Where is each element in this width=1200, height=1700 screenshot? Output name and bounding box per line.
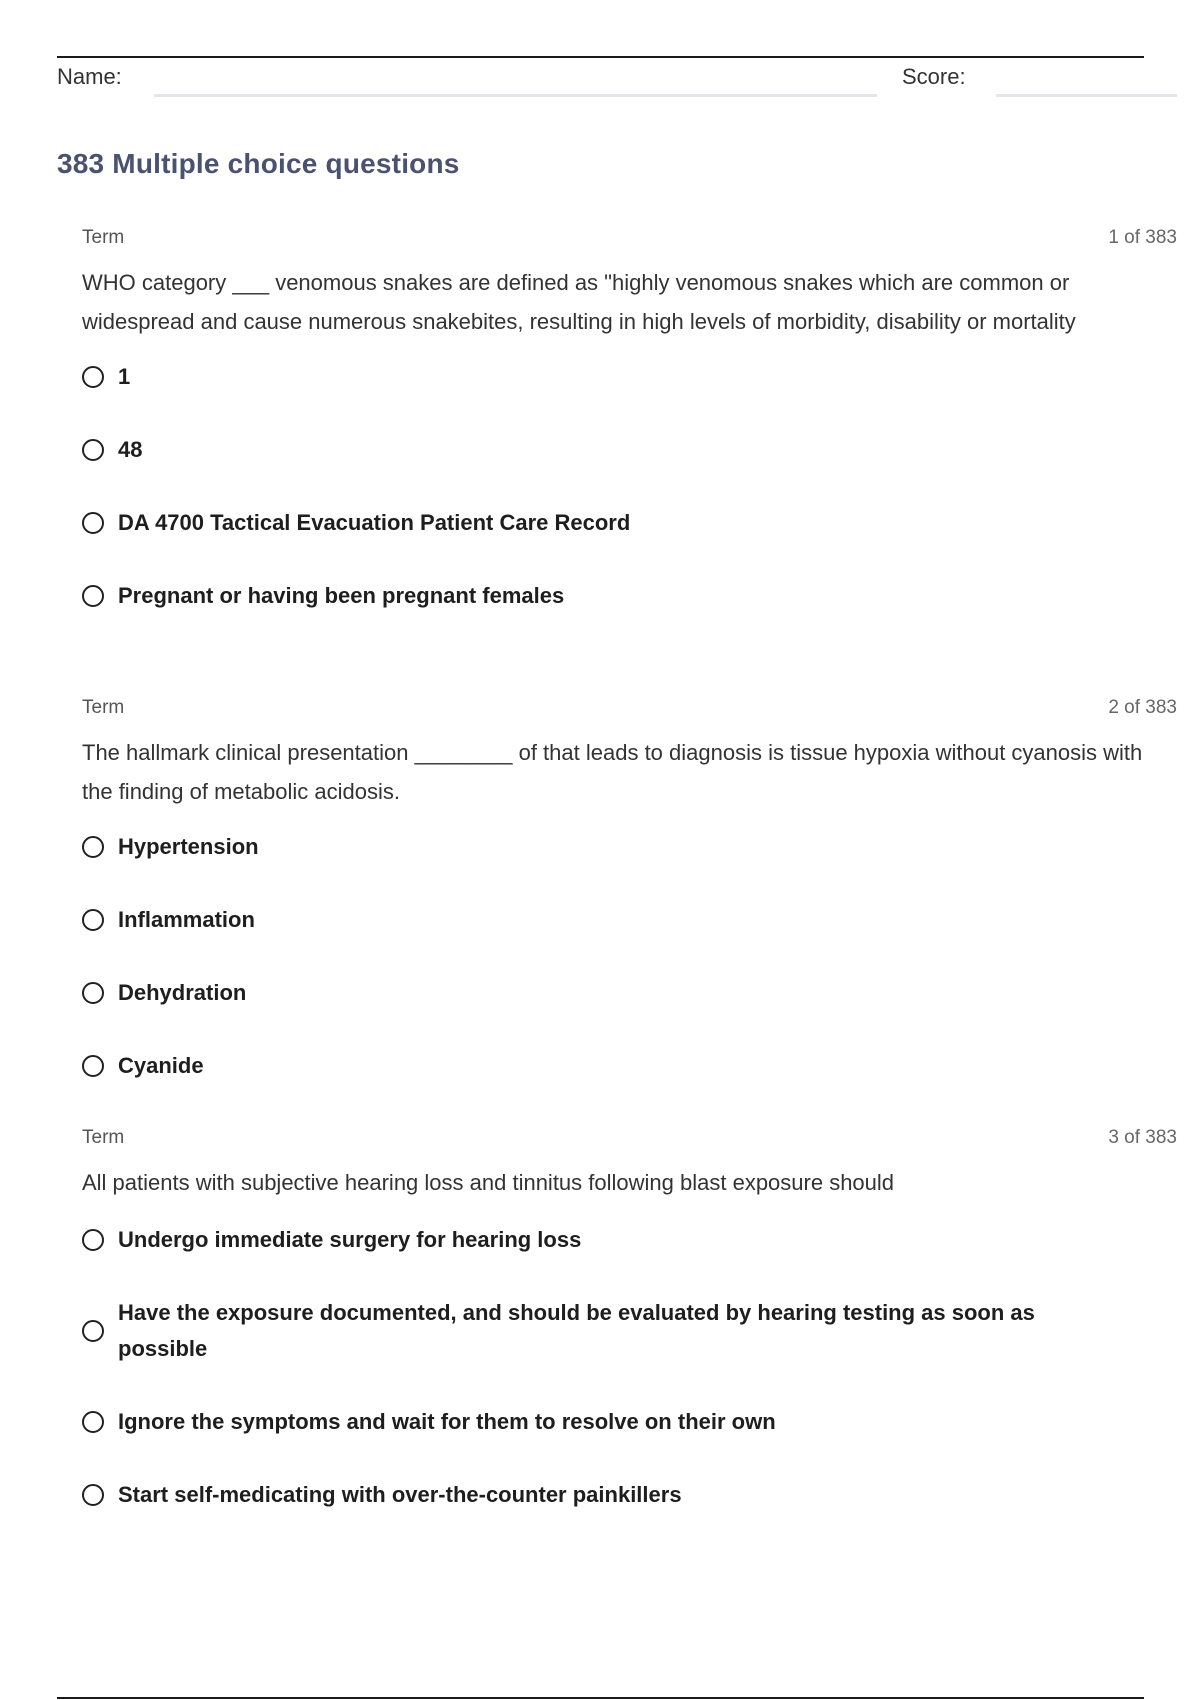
option-label: DA 4700 Tactical Evacuation Patient Care Record [118,510,631,535]
question-1 [82,227,1177,651]
question-2 [82,697,1177,1121]
radio-button[interactable] [82,1484,104,1506]
radio-button[interactable] [82,439,104,461]
question-text: The hallmark clinical presentation ________ of that leads to diagnosis is tissue hypoxia without cyanosis with the finding of metabolic acidosis. [82,740,1143,804]
option-label: Cyanide [118,1053,204,1078]
option-label: Start self-medicating with over-the-counter painkillers [118,1482,682,1507]
question-counter: 1 of 383 [1108,227,1177,248]
radio-button[interactable] [82,512,104,534]
question-meta [82,1127,1177,1153]
radio-button[interactable] [82,1229,104,1251]
question-meta [82,227,1177,253]
question-counter: 2 of 383 [1108,697,1177,718]
radio-button[interactable] [82,585,104,607]
options-list [82,829,1177,1084]
option-3-3[interactable] [82,1404,1177,1440]
option-label: Hypertension [118,834,259,859]
radio-button[interactable] [82,909,104,931]
question-text: All patients with subjective hearing loss and tinnitus following blast exposure should [82,1170,895,1195]
option-1-4[interactable] [82,578,1177,614]
options-list [82,1222,1177,1513]
option-2-2[interactable] [82,902,1177,938]
term-label: Term [82,1127,125,1148]
option-1-2[interactable] [82,432,1177,468]
top-divider [57,56,1144,58]
option-3-4[interactable] [82,1477,1177,1513]
question-counter: 3 of 383 [1108,1127,1177,1148]
option-2-4[interactable] [82,1048,1177,1084]
term-label: Term [82,697,125,718]
option-2-3[interactable] [82,975,1177,1011]
radio-button[interactable] [82,836,104,858]
option-label: Ignore the symptoms and wait for them to resolve on their own [118,1409,776,1434]
option-label: Dehydration [118,980,247,1005]
option-3-1[interactable] [82,1222,1177,1258]
option-1-1[interactable] [82,359,1177,395]
radio-button[interactable] [82,1055,104,1077]
name-field[interactable] [154,94,877,97]
radio-button[interactable] [82,1320,104,1342]
page-title: 383 Multiple choice questions [57,148,460,179]
option-label: Have the exposure documented, and should be evaluated by hearing testing as soon as possible [118,1300,1035,1361]
radio-button[interactable] [82,1411,104,1433]
options-list [82,359,1177,614]
option-3-2[interactable] [82,1295,1177,1367]
option-2-1[interactable] [82,829,1177,865]
option-label: Pregnant or having been pregnant females [118,583,565,608]
question-3 [82,1127,1177,1550]
term-label: Term [82,227,125,248]
question-meta [82,697,1177,723]
question-text: WHO category ___ venomous snakes are defined as "highly venomous snakes which are common or widespread and cause numerous snakebites, resulting in high levels of morbidity, disability or mortality [82,270,1076,334]
option-label: 1 [118,364,131,389]
radio-button[interactable] [82,366,104,388]
name-label: Name: [57,64,122,89]
option-label: Undergo immediate surgery for hearing loss [118,1227,582,1252]
score-label: Score: [902,64,966,89]
option-label: Inflammation [118,907,255,932]
header-row [57,62,1177,98]
option-1-3[interactable] [82,505,1177,541]
radio-button[interactable] [82,982,104,1004]
bottom-divider [57,1697,1144,1699]
option-label: 48 [118,437,143,462]
score-field[interactable] [996,94,1177,97]
